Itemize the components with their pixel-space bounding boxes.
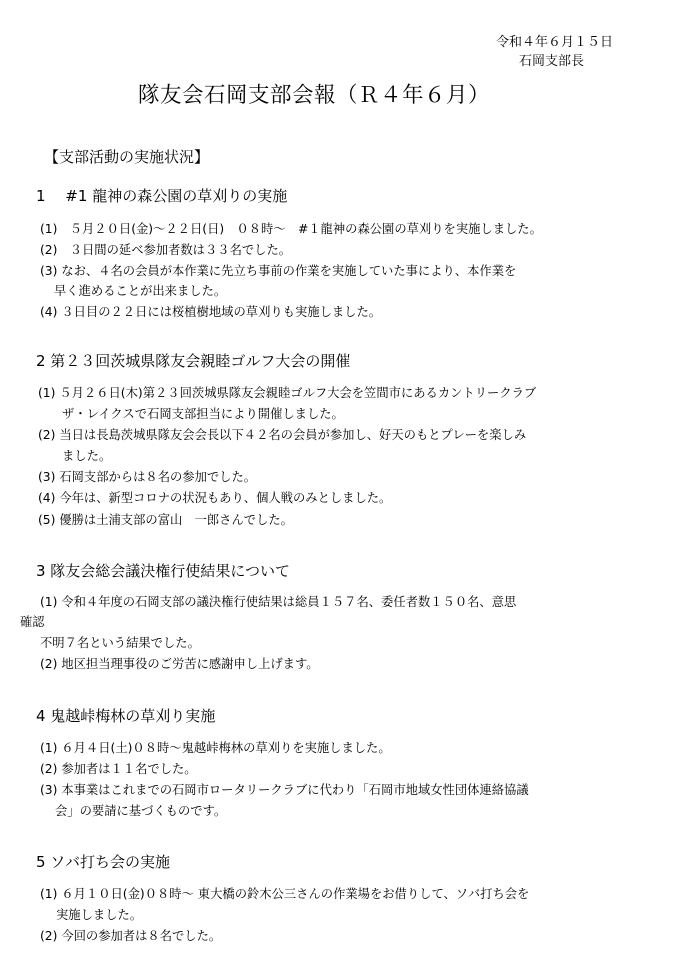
document-author: 石岡支部長 bbox=[519, 54, 585, 69]
section-2-line-2: ザ・レイクスで石岡支部担当により開催しました。 bbox=[62, 407, 344, 421]
section-1-line-2: (2) ３日間の延べ参加者数は３３名でした。 bbox=[40, 243, 292, 257]
section-1-line-4: 早く進めることが出来ました。 bbox=[54, 284, 227, 298]
section-3-line-2: 確認 bbox=[20, 615, 45, 629]
section-4-line-2: (2) 参加者は１１名でした。 bbox=[40, 762, 197, 776]
section-3-line-3: 不明７名という結果でした。 bbox=[40, 636, 200, 650]
section-3-line-1: (1) 令和４年度の石岡支部の議決権行使結果は総員１５７名、委任者数１５０名、意思 bbox=[40, 595, 517, 609]
section-2-heading: 2 第２３回茨城県隊友会親睦ゴルフ大会の開催 bbox=[36, 352, 351, 370]
section-4-heading: 4 鬼越峠梅林の草刈り実施 bbox=[36, 707, 216, 725]
section-5-line-3: (2) 今回の参加者は８名でした。 bbox=[40, 929, 222, 943]
document-date: 令和４年６月１５日 bbox=[496, 35, 614, 50]
section-2-line-3: (2) 当日は長島茨城県隊友会会長以下４２名の会員が参加し、好天のもとプレーを楽しみ bbox=[38, 428, 527, 442]
section-4-line-3: (3) 本事業はこれまでの石岡市ロータリークラブに代わり「石岡市地域女性団体連絡協議 bbox=[40, 783, 529, 797]
section-4-line-1: (1) ６月４日(土)０８時～鬼越峠梅林の草刈りを実施しました。 bbox=[40, 741, 391, 755]
section-2-line-1: (1) ５月２６日(木)第２３回茨城県隊友会親睦ゴルフ大会を笠間市にあるカントリークラブ bbox=[38, 386, 537, 400]
section-3-heading: 3 隊友会総会議決権行使結果について bbox=[36, 562, 291, 580]
page-title: 隊友会石岡支部会報（Ｒ４年６月） bbox=[138, 83, 491, 108]
section-2-line-7: (5) 優勝は土浦支部の富山 一郎さんでした。 bbox=[38, 513, 293, 527]
section-1-line-3: (3) なお、４名の会員が本作業に先立ち事前の作業を実施していた事により、本作業を bbox=[40, 264, 517, 278]
section-3-line-4: (2) 地区担当理事役のご労苦に感謝申し上げます。 bbox=[40, 657, 319, 671]
section-group-heading: 【支部活動の実施状況】 bbox=[44, 148, 210, 166]
section-2-line-5: (3) 石岡支部からは８名の参加でした。 bbox=[38, 470, 257, 484]
section-2-line-6: (4) 今年は、新型コロナの状況もあり、個人戦のみとしました。 bbox=[38, 491, 392, 505]
section-2-line-4: ました。 bbox=[62, 449, 112, 463]
section-1-line-1: (1) ５月２０日(金)～２２日(日) ０８時～ #１龍神の森公園の草刈りを実施しました。 bbox=[40, 222, 542, 236]
section-4-line-4: 会」の要請に基づくものです。 bbox=[55, 804, 227, 818]
section-5-line-1: (1) ６月１０日(金)０８時～ 東大橋の鈴木公三さんの作業場をお借りして、ソバ打ち会を bbox=[40, 887, 530, 901]
section-1-line-5: (4) ３日目の２２日には桜植樹地域の草刈りも実施しました。 bbox=[40, 305, 382, 319]
section-1-heading: 1 #1 龍神の森公園の草刈りの実施 bbox=[36, 187, 288, 205]
section-5-line-2: 実施しました。 bbox=[56, 908, 143, 922]
section-5-heading: 5 ソバ打ち会の実施 bbox=[36, 853, 171, 871]
